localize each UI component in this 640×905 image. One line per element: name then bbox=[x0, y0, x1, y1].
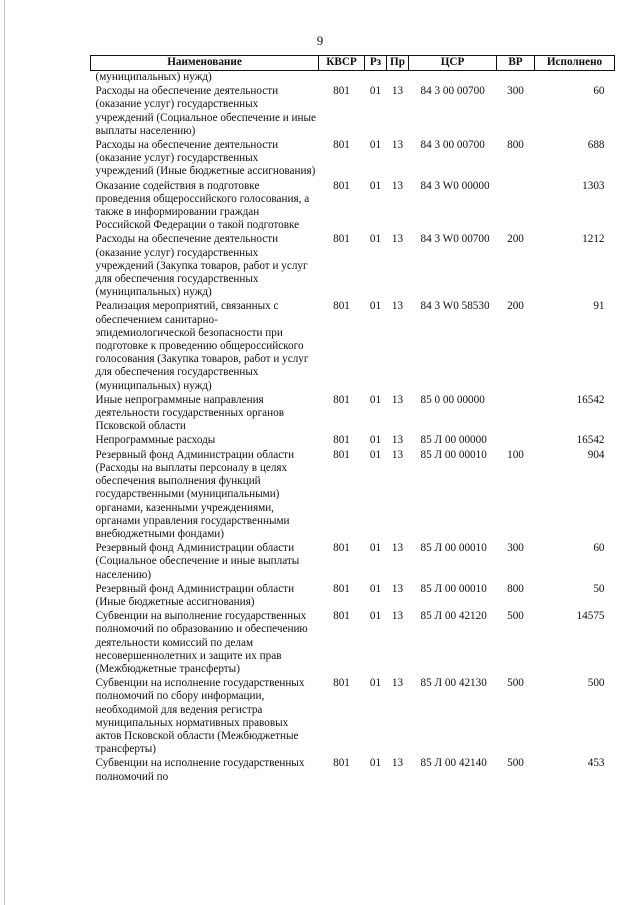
row-name: Расходы на обеспечение деятельности (оказание услуг) государственных учреждений (Закупка товаров, работ и услуг для обеспечения государственных (муниципальных) нужд) bbox=[95, 233, 308, 299]
row-kvsr: 801 bbox=[333, 448, 350, 461]
budget-table bbox=[90, 55, 615, 785]
row-csr: 84 3 00 00700 bbox=[420, 85, 485, 98]
row-rz: 01 bbox=[369, 233, 382, 246]
col-header-csr: ЦСР bbox=[409, 56, 497, 71]
row-csr: 85 0 00 00000 bbox=[420, 393, 485, 406]
row-pr: 13 bbox=[391, 542, 404, 555]
row-kvsr: 801 bbox=[333, 610, 350, 623]
row-rz: 01 bbox=[369, 677, 382, 690]
table-row bbox=[91, 757, 615, 784]
row-amount: 60 bbox=[593, 85, 605, 98]
row-name: Реализация мероприятий, связанных с обеспечением санитарно-эпидемиологической безопасности при подготовке к проведению общероссийского голосования (Закупка товаров, работ и услуг для обеспечения государственных (муниципальных) нужд) bbox=[95, 300, 309, 392]
row-name: Субвенции на исполнение государственных полномочий по сбору информации, необходимой для ведения регистра муниципальных нормативных правовых актов Псковской области (Межбюджетные трансферты) bbox=[95, 677, 305, 756]
row-pr: 13 bbox=[391, 677, 404, 690]
row-kvsr bbox=[319, 71, 365, 86]
row-pr: 13 bbox=[391, 233, 404, 246]
row-vr: 800 bbox=[507, 582, 524, 595]
row-csr: 85 Л 00 00010 bbox=[420, 582, 487, 595]
table-row bbox=[91, 542, 615, 583]
row-kvsr: 801 bbox=[333, 85, 350, 98]
col-header-rz: Рз bbox=[365, 56, 387, 71]
row-vr bbox=[497, 180, 535, 234]
scan-margin-line bbox=[4, 0, 5, 905]
table-row bbox=[91, 583, 615, 610]
row-amount: 14575 bbox=[576, 610, 605, 623]
row-kvsr: 801 bbox=[333, 139, 350, 152]
row-csr: 85 Л 00 00010 bbox=[420, 448, 487, 461]
row-amount: 688 bbox=[587, 139, 605, 152]
table-row bbox=[91, 139, 615, 180]
row-amount: 1303 bbox=[582, 179, 605, 192]
row-kvsr: 801 bbox=[333, 179, 350, 192]
col-header-pr: Пр bbox=[387, 56, 409, 71]
row-rz: 01 bbox=[369, 393, 382, 406]
row-vr: 800 bbox=[507, 139, 524, 152]
row-rz: 01 bbox=[369, 542, 382, 555]
col-header-kvsr: КВСР bbox=[319, 56, 365, 71]
row-kvsr: 801 bbox=[333, 582, 350, 595]
row-rz: 01 bbox=[369, 434, 382, 447]
row-csr: 85 Л 00 42140 bbox=[420, 757, 487, 770]
row-csr: 85 Л 00 00000 bbox=[420, 434, 487, 447]
row-vr: 500 bbox=[507, 677, 524, 690]
row-vr: 300 bbox=[507, 542, 524, 555]
row-vr: 100 bbox=[507, 448, 524, 461]
table-row bbox=[91, 180, 615, 234]
row-name: Оказание содействия в подготовке проведения общероссийского голосования, а также в информировании граждан Российской Федерации о такой подготовке bbox=[95, 179, 310, 232]
row-rz: 01 bbox=[369, 582, 382, 595]
row-csr: 85 Л 00 00010 bbox=[420, 542, 487, 555]
row-amount: 16542 bbox=[576, 393, 605, 406]
row-pr: 13 bbox=[391, 85, 404, 98]
row-name: Расходы на обеспечение деятельности (оказание услуг) государственных учреждений (Социальное обеспечение и иные выплаты населению) bbox=[95, 85, 316, 137]
row-name: Субвенции на исполнение государственных полномочий по bbox=[95, 757, 305, 783]
table-row bbox=[91, 610, 615, 677]
row-rz bbox=[365, 71, 387, 86]
table-row bbox=[91, 434, 615, 448]
row-csr: 85 Л 00 42130 bbox=[420, 677, 487, 690]
col-header-amount: Исполнено bbox=[535, 56, 615, 71]
row-pr: 13 bbox=[391, 393, 404, 406]
row-amount: 904 bbox=[587, 448, 605, 461]
row-name: Резервный фонд Администрации области (Иные бюджетные ассигнования) bbox=[95, 582, 295, 608]
row-kvsr: 801 bbox=[333, 393, 350, 406]
row-kvsr: 801 bbox=[333, 677, 350, 690]
row-amount bbox=[535, 71, 615, 86]
row-name: Непрограммные расходы bbox=[95, 434, 216, 447]
row-name: (муниципальных) нужд) bbox=[95, 71, 212, 83]
row-rz: 01 bbox=[369, 448, 382, 461]
row-amount: 16542 bbox=[576, 434, 605, 447]
row-vr: 500 bbox=[507, 757, 524, 770]
row-pr: 13 bbox=[391, 139, 404, 152]
row-name: Резервный фонд Администрации области (Социальное обеспечение и иные выплаты населению) bbox=[95, 542, 300, 581]
page-number: 9 bbox=[316, 33, 324, 48]
table-row bbox=[91, 394, 615, 435]
table-row bbox=[91, 85, 615, 139]
row-name: Резервный фонд Администрации области (Расходы на выплаты персоналу в целях обеспечения выполнения функций государственными (муниципальными) органами, казенными учреждениями, органами управления государственными внебюджетными фондами) bbox=[95, 448, 295, 540]
row-csr: 84 3 W0 00700 bbox=[420, 233, 490, 246]
row-kvsr: 801 bbox=[333, 542, 350, 555]
row-csr: 85 Л 00 42120 bbox=[420, 610, 487, 623]
table-row bbox=[91, 71, 615, 86]
row-amount: 500 bbox=[587, 677, 605, 690]
row-pr: 13 bbox=[391, 434, 404, 447]
row-csr: 84 3 W0 00000 bbox=[420, 179, 490, 192]
row-vr: 300 bbox=[507, 85, 524, 98]
row-kvsr: 801 bbox=[333, 434, 350, 447]
row-rz: 01 bbox=[369, 757, 382, 770]
row-pr: 13 bbox=[391, 179, 404, 192]
table-row bbox=[91, 300, 615, 393]
row-rz: 01 bbox=[369, 610, 382, 623]
row-vr: 200 bbox=[507, 233, 524, 246]
row-rz: 01 bbox=[369, 179, 382, 192]
row-pr: 13 bbox=[391, 448, 404, 461]
row-vr bbox=[497, 394, 535, 435]
row-rz: 01 bbox=[369, 300, 382, 313]
table-row bbox=[91, 449, 615, 542]
row-amount: 50 bbox=[593, 582, 605, 595]
row-kvsr: 801 bbox=[333, 233, 350, 246]
row-vr: 500 bbox=[507, 610, 524, 623]
row-pr bbox=[387, 71, 409, 86]
row-kvsr: 801 bbox=[333, 300, 350, 313]
row-amount: 453 bbox=[587, 757, 605, 770]
row-name: Иные непрограммные направления деятельности государственных органов Псковской области bbox=[95, 393, 285, 433]
row-vr bbox=[497, 71, 535, 86]
row-amount: 60 bbox=[593, 542, 605, 555]
row-pr: 13 bbox=[391, 300, 404, 313]
row-name: Субвенции на выполнение государственных полномочий по образованию и обеспечению деятельности комиссий по делам несовершеннолетних и защите их прав (Межбюджетные трансферты) bbox=[95, 610, 308, 675]
row-vr: 200 bbox=[507, 300, 524, 313]
col-header-name: Наименование bbox=[91, 56, 319, 71]
row-csr: 84 3 W0 58530 bbox=[420, 300, 490, 313]
row-amount: 91 bbox=[593, 300, 605, 313]
row-kvsr: 801 bbox=[333, 757, 350, 770]
row-pr: 13 bbox=[391, 582, 404, 595]
table-header-row bbox=[91, 56, 615, 71]
row-pr: 13 bbox=[391, 610, 404, 623]
row-rz: 01 bbox=[369, 139, 382, 152]
row-pr: 13 bbox=[391, 757, 404, 770]
col-header-vr: ВР bbox=[497, 56, 535, 71]
row-vr bbox=[497, 434, 535, 448]
row-name: Расходы на обеспечение деятельности (оказание услуг) государственных учреждений (Иные бюджетные ассигнования) bbox=[95, 139, 316, 178]
row-csr bbox=[409, 71, 497, 86]
row-rz: 01 bbox=[369, 85, 382, 98]
table-row bbox=[91, 677, 615, 757]
row-csr: 84 3 00 00700 bbox=[420, 139, 485, 152]
table-row bbox=[91, 233, 615, 300]
row-amount: 1212 bbox=[582, 233, 605, 246]
